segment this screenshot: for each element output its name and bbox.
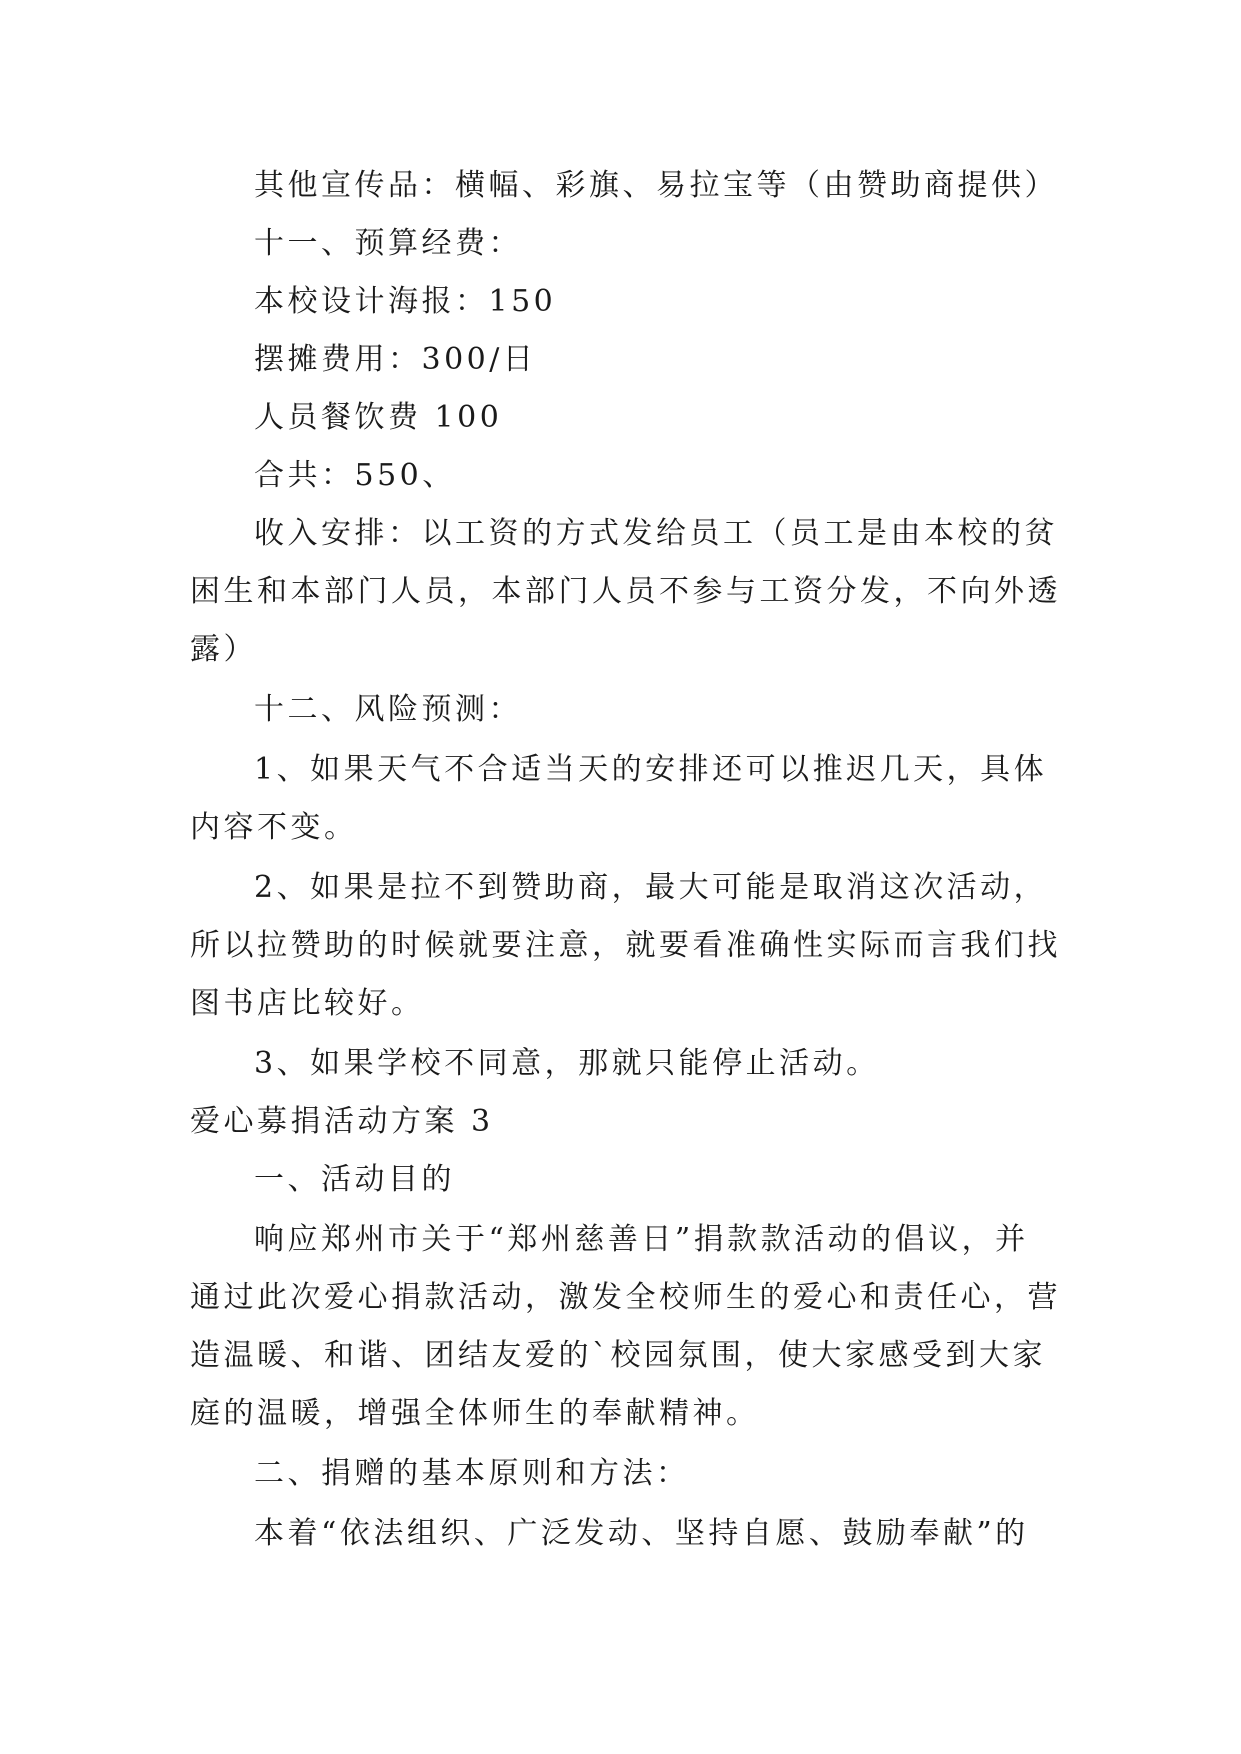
purpose-line-3: 造温暖、和谐、团结友爱的`校园氛围，使大家感受到大家	[190, 1338, 1046, 1373]
budget-stall-line: 摆摊费用：300/日	[254, 342, 537, 377]
section-2-heading: 二、捐赠的基本原则和方法：	[254, 1456, 690, 1491]
budget-meals-line: 人员餐饮费 100	[254, 400, 503, 435]
risk-1-line-1: 1、如果天气不合适当天的安排还可以推迟几天，具体	[254, 752, 1048, 787]
purpose-line-2: 通过此次爱心捐款活动，激发全校师生的爱心和责任心，营	[190, 1280, 1061, 1315]
income-line-1: 收入安排：以工资的方式发给员工（员工是由本校的贫	[254, 516, 1058, 551]
purpose-line-1: 响应郑州市关于“郑州慈善日”捐款款活动的倡议，并	[254, 1222, 1029, 1257]
section-12-heading: 十二、风险预测：	[254, 692, 522, 727]
income-line-2: 困生和本部门人员，本部门人员不参与工资分发，不向外透	[190, 574, 1061, 609]
promo-items-line: 其他宣传品：横幅、彩旗、易拉宝等（由赞助商提供）	[254, 168, 1058, 203]
risk-1-line-2: 内容不变。	[190, 810, 358, 845]
purpose-line-4: 庭的温暖，增强全体师生的奉献精神。	[190, 1396, 760, 1431]
budget-total-line: 合共：550、	[254, 458, 456, 493]
risk-2-line-2: 所以拉赞助的时候就要注意，就要看准确性实际而言我们找	[190, 928, 1061, 963]
risk-2-line-1: 2、如果是拉不到赞助商，最大可能是取消这次活动，	[254, 870, 1048, 905]
principle-line-1: 本着“依法组织、广泛发动、坚持自愿、鼓励奉献”的	[254, 1516, 1029, 1551]
section-1-heading: 一、活动目的	[254, 1162, 455, 1197]
section-11-heading: 十一、预算经费：	[254, 226, 522, 261]
plan-3-title: 爱心募捐活动方案 3	[190, 1104, 494, 1139]
risk-3-line: 3、如果学校不同意，那就只能停止活动。	[254, 1046, 880, 1081]
income-line-3: 露）	[190, 632, 257, 667]
risk-2-line-3: 图书店比较好。	[190, 986, 425, 1021]
budget-poster-line: 本校设计海报：150	[254, 284, 557, 319]
